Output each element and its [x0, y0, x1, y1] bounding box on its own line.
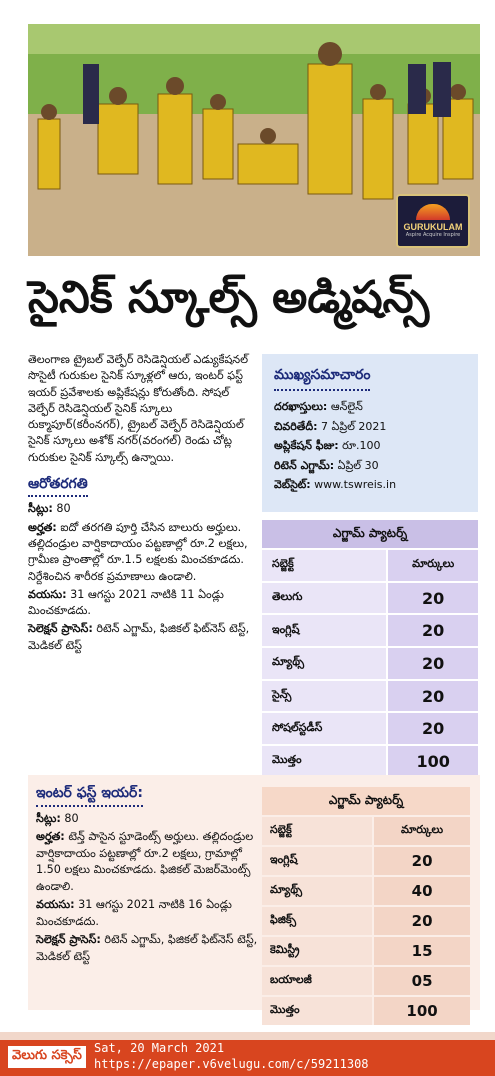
page-title: సైనిక్ స్కూల్స్ అడ్మిషన్స్ [28, 272, 430, 323]
inter-seats: సీట్లు: 80 [36, 811, 79, 825]
footer-divider [0, 1032, 495, 1040]
col-marks: మార్కులు [373, 816, 470, 846]
inter-selection: సెలెక్షన్ ప్రాసెస్: రిటెన్ ఎగ్జామ్, ఫిజికల్ ఫిట్‌నెస్ టెస్ట్, మెడికల్ టెస్ట్ [36, 933, 258, 963]
logo-name: GURUKULAM [403, 222, 463, 232]
logo-tagline: Aspire Acquire Inspire [405, 232, 461, 238]
inter-age: వయసు: 31 ఆగస్టు 2021 నాటికి 16 ఏండ్లు మించకూడదు. [36, 898, 232, 928]
info-row: దరఖాస్తులు: ఆన్‌లైన్ [274, 400, 363, 413]
gurukulam-logo [396, 194, 470, 248]
table-row: ఇంగ్లిష్ 20 [262, 614, 478, 647]
inter-eligibility: అర్హత: టెన్త్ పాసైన స్టూడెంట్స్ అర్హులు. తల్లిదండ్రుల వార్షికాదాయం పట్టణాల్లో రూ.2 లక్షలు, గ్రామాల్లో 1.50 లక్షలు మించకూడదు. ఫిజికల్ మెజర్‌మెంట్స్ ఉండాలి. [36, 830, 254, 893]
table-row: కెమిస్ట్రీ 15 [262, 936, 470, 966]
class6-title: ఆరోతరగతి [28, 476, 88, 497]
footer-bar [0, 1040, 495, 1076]
class6-selection: సెలెక్షన్ ప్రాసెస్: రిటెన్ ఎగ్జామ్, ఫిజికల్ ఫిట్‌నెస్ టెస్ట్, మెడికల్ టెస్ట్ [28, 622, 250, 652]
key-info-box [262, 354, 478, 512]
table-row: మ్యాథ్స్ 40 [262, 876, 470, 906]
sun-emblem-icon [416, 204, 450, 220]
class6-age: వయసు: 31 ఆగస్టు 2021 నాటికి 11 ఏండ్లు మించకూడదు. [28, 587, 224, 618]
class6-eligibility: అర్హత: ఐదో తరగతి పూర్తి చేసిన బాలురు అర్హులు. తల్లిదండ్రుల వార్షికాదాయం పట్టణాల్లో రూ.2 లక్షలు, గ్రామీణ ప్రాంతాల్లో రూ.1.5 లక్షలకు మించకూడదు. నిర్దేశించిన శారీరక ప్రమాణాలు ఉండాలి. [28, 520, 248, 583]
exam-pattern-inter [262, 787, 470, 1025]
table-row: ఫిజిక్స్ 20 [262, 906, 470, 936]
class6-seats: సీట్లు: 80 [28, 502, 71, 516]
publication-logo: వెలుగు సక్సెస్ [8, 1046, 86, 1068]
karate-photo [28, 24, 480, 256]
table-title: ఎగ్జామ్ ప్యాటర్న్ [262, 520, 478, 549]
info-row: అప్లికేషన్ ఫీజు: రూ.100 [274, 439, 381, 452]
info-row: వెబ్‌సైట్: www.tswreis.in [274, 478, 397, 491]
edition-date: Sat, 20 March 2021 [94, 1041, 225, 1055]
inter-panel [28, 775, 480, 1020]
table-row-total: మొత్తం 100 [262, 745, 478, 777]
col-subject: సబ్జెక్ట్ [262, 549, 387, 582]
exam-pattern-class6 [262, 520, 478, 777]
key-info-title: ముఖ్యసమాచారం [274, 367, 370, 391]
class6-column [28, 352, 258, 656]
intro-paragraph: తెలంగాణ ట్రైబల్ వెల్ఫేర్ రెసిడెన్షియల్ ఎడ్యుకేషనల్ సొసైటీ గురుకుల సైనిక్ స్కూళ్లలో ఆరు, ఇంటర్ ఫస్ట్ ఇయర్ ప్రవేశాలకు అప్లికేషన్లు కోరుతోంది. సోషల్ వెల్ఫేర్ రెసిడెన్షియల్ సైనిక్ స్కూలు రుక్మాపూర్(కరీంనగర్), ట్రైబల్ వెల్ఫేర్ రెసిడెన్షియల్ సైనిక్ స్కూలు అశోక్ నగర్(వరంగల్) రెండు చోట్ల గురుకుల సైనిక్ స్కూల్స్ ఉన్నాయి. [28, 353, 249, 464]
table-row: మ్యాథ్స్ 20 [262, 647, 478, 680]
table-row: ఇంగ్లిష్ 20 [262, 846, 470, 876]
info-row: చివరితేదీ: 7 ఏప్రిల్ 2021 [274, 419, 387, 433]
col-subject: సబ్జెక్ట్ [262, 816, 373, 846]
inter-title: ఇంటర్ ఫస్ట్ ఇయర్: [36, 785, 143, 807]
table-row: సోషల్‌స్టడీస్ 20 [262, 712, 478, 745]
inter-column [36, 785, 258, 967]
table-row-total: మొత్తం 100 [262, 996, 470, 1025]
info-row: రిటెన్ ఎగ్జామ్: ఏప్రిల్ 30 [274, 458, 379, 472]
col-marks: మార్కులు [387, 549, 478, 582]
table-row: బయాలజీ 05 [262, 966, 470, 996]
footer-meta [94, 1040, 369, 1072]
table-title: ఎగ్జామ్ ప్యాటర్న్ [262, 787, 470, 816]
table-row: తెలుగు 20 [262, 582, 478, 615]
epaper-link[interactable]: https://epaper.v6velugu.com/c/59211308 [94, 1057, 369, 1071]
table-row: సైన్స్ 20 [262, 680, 478, 713]
